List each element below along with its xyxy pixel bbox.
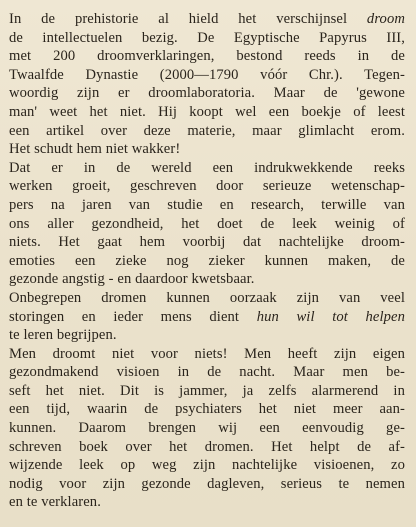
text-line (9, 140, 405, 159)
text-line (9, 84, 405, 103)
text-segment: Twaalfde Dynastie (2000—1790 vóór Chr.). Tegen- (9, 66, 405, 83)
text-segment: kunnen. Daarom brengen wij een eenvoudig ge- (9, 420, 405, 437)
text-segment: woordig zijn er droomlaboratoria. Maar de 'gewone (9, 85, 405, 102)
text-segment: Onbegrepen dromen kunnen oorzaak zijn van veel (9, 289, 405, 306)
text-line (9, 159, 405, 178)
text-line (9, 289, 405, 308)
text-line (9, 233, 405, 252)
text-segment: seft het niet. Dit is jammer, ja zelfs alarmerend in (9, 382, 405, 399)
text-line (9, 270, 405, 289)
text-line (9, 419, 405, 438)
text-segment: niets. Het gaat hem voorbij dat nachtelijke droom- (9, 234, 405, 251)
text-segment: gezonde angstig - en daardoor kwetsbaar. (9, 271, 255, 288)
text-line (9, 438, 405, 457)
text-segment: een tijd, waarin de psychiaters het niet meer aan- (9, 401, 405, 418)
text-segment: te leren begrijpen. (9, 327, 117, 344)
text-segment: emoties een zieke nog zieker kunnen maken, de (9, 252, 405, 269)
text-line (9, 400, 405, 419)
text-line (9, 345, 405, 364)
text-line (9, 177, 405, 196)
text-segment: man' weet het niet. Hij koopt wel een boekje of leest (9, 103, 405, 120)
paragraph (9, 345, 405, 512)
text-line (9, 196, 405, 215)
text-line (9, 475, 405, 494)
italic-text: hun wil tot helpen (256, 308, 405, 325)
text-segment: met 200 droomverklaringen, bestond reeds in de (9, 48, 405, 65)
text-segment: nodig voor zijn gezonde dagleven, serieus te nemen (9, 475, 405, 492)
text-segment: een artikel over deze materie, maar glimlacht erom. (9, 122, 405, 139)
text-line (9, 326, 405, 345)
text-segment: schreven boek over het dromen. Het helpt de af- (9, 438, 405, 455)
text-line (9, 308, 405, 327)
text-line (9, 103, 405, 122)
text-segment: ons aller gezondheid, het doet de leek weinig of (9, 215, 405, 232)
paragraph (9, 289, 405, 345)
text-line (9, 363, 405, 382)
paragraph (9, 10, 405, 159)
text-line (9, 382, 405, 401)
text-line (9, 47, 405, 66)
text-line (9, 122, 405, 141)
paragraph (9, 159, 405, 289)
text-segment: gezondmakend visioen in de nacht. Maar men be- (9, 364, 405, 381)
text-line (9, 215, 405, 234)
body-text (9, 10, 405, 512)
italic-text: droom (366, 11, 405, 27)
text-segment: Men droomt niet voor niets! Men heeft zijn eigen (9, 345, 405, 362)
text-line (9, 456, 405, 475)
text-line (9, 29, 405, 48)
text-segment: de intellectuelen bezig. De Egyptische Papyrus III, (9, 29, 405, 46)
text-segment: Dat er in de wereld een indrukwekkende reeks (9, 159, 405, 176)
text-segment: storingen en ieder mens dient (9, 308, 257, 325)
text-segment: en te verklaren. (9, 494, 101, 511)
text-segment: wijzende leek op weg zijn nachtelijke visioenen, zo (9, 457, 405, 474)
text-segment: Het schudt hem niet wakker! (9, 141, 181, 158)
text-segment: pers na jaren van studie en research, terwille van (9, 196, 405, 213)
text-segment: In de prehistorie al hield het verschijnsel (9, 11, 367, 27)
text-line (9, 66, 405, 85)
text-line (9, 493, 405, 512)
text-line (9, 10, 405, 29)
text-segment: werken groeit, geschreven door serieuze wetenschap- (9, 178, 405, 195)
text-line (9, 252, 405, 271)
